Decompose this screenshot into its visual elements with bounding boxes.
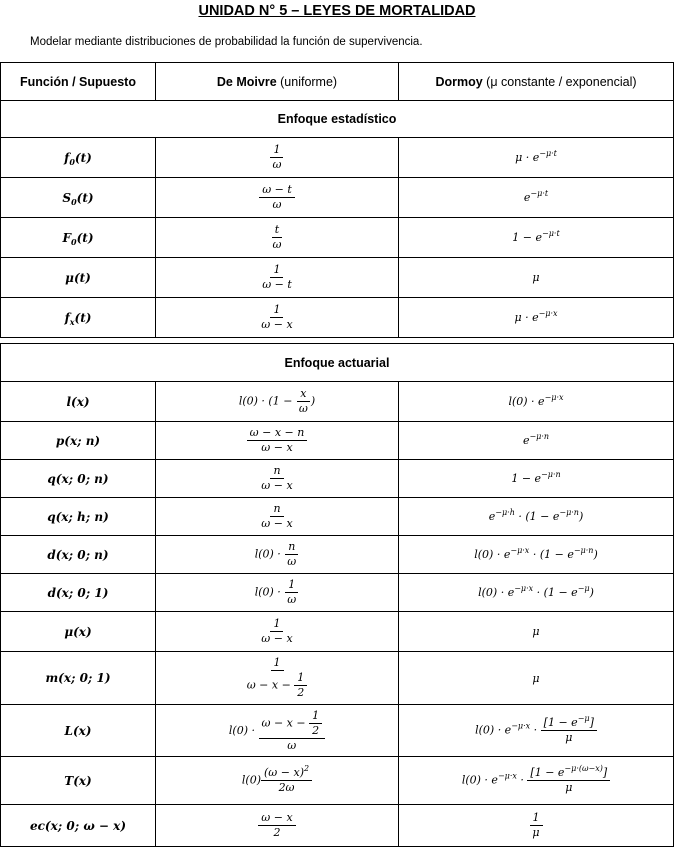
de-moivre-cell: $\frac{1}{\omega - x}$: [156, 612, 399, 652]
table-row: [1, 138, 674, 178]
header-dormoy: Dormoy (μ constante / exponencial): [399, 63, 674, 101]
dormoy-cell: $l(0) \cdot e^{-\mu\cdot x} \cdot (1 - e^{-\mu\cdot n})$: [399, 536, 674, 574]
dormoy-cell: $\mu \cdot e^{-\mu\cdot x}$: [399, 298, 674, 338]
section-actuarial: Enfoque actuarial: [1, 344, 674, 382]
table-row: [1, 536, 674, 574]
de-moivre-cell: l(0) · $\frac{n}{\omega}$: [156, 536, 399, 574]
function-cell: m(x; 0; 1): [1, 652, 156, 705]
dormoy-cell: $l(0) \cdot e^{-\mu\cdot x}$ · $\frac{[1 - e^{-\mu\cdot(\omega-x)}]}{\mu}$: [399, 757, 674, 805]
dormoy-cell: $\frac{1}{\mu}$: [399, 805, 674, 847]
table-row: [1, 705, 674, 757]
de-moivre-cell: l(0) · ω − x − $\frac{1}{2}$ ω: [156, 705, 399, 757]
de-moivre-cell: l(0) · $\frac{1}{\omega}$: [156, 574, 399, 612]
dormoy-cell: $e^{-\mu\cdot h} \cdot (1 - e^{-\mu\cdot n})$: [399, 498, 674, 536]
function-cell: l(x): [1, 382, 156, 422]
function-cell: L(x): [1, 705, 156, 757]
table-row: [1, 298, 674, 338]
function-cell: $S_0(t)$: [1, 178, 156, 218]
table-row: [1, 258, 674, 298]
dormoy-cell: μ: [399, 612, 674, 652]
section-row-actuarial: [1, 344, 674, 382]
table-row: [1, 422, 674, 460]
table-row: [1, 382, 674, 422]
de-moivre-cell: $\frac{1}{\omega - x}$: [156, 298, 399, 338]
section-statistical: Enfoque estadístico: [1, 101, 674, 138]
de-moivre-cell: $\frac{\omega - x - n}{\omega - x}$: [156, 422, 399, 460]
table-row: [1, 574, 674, 612]
table-row: [1, 178, 674, 218]
table-row: [1, 757, 674, 805]
dormoy-cell: $l(0) \cdot e^{-\mu\cdot x} \cdot (1 - e^{-\mu})$: [399, 574, 674, 612]
dormoy-cell: $1 - e^{-\mu\cdot n}$: [399, 460, 674, 498]
function-cell: $F_0(t)$: [1, 218, 156, 258]
table-row: [1, 498, 674, 536]
header-row: [1, 63, 674, 101]
dormoy-cell: μ: [399, 258, 674, 298]
dormoy-cell: μ: [399, 652, 674, 705]
de-moivre-cell: $\frac{t}{\omega}$: [156, 218, 399, 258]
statistical-table: [0, 62, 674, 338]
header-function: Función / Supuesto: [1, 63, 156, 101]
function-cell: d(x; 0; 1): [1, 574, 156, 612]
function-cell: q(x; 0; n): [1, 460, 156, 498]
actuarial-table: [0, 343, 674, 847]
function-cell: μ(t): [1, 258, 156, 298]
dormoy-cell: $\mu \cdot e^{-\mu\cdot t}$: [399, 138, 674, 178]
dormoy-cell: $e^{-\mu\cdot n}$: [399, 422, 674, 460]
function-cell: q(x; h; n): [1, 498, 156, 536]
de-moivre-cell: 1 ω − x − $\frac{1}{2}$: [156, 652, 399, 705]
table-row: [1, 805, 674, 847]
function-cell: p(x; n): [1, 422, 156, 460]
table-row: [1, 612, 674, 652]
de-moivre-cell: $\frac{\omega - t}{\omega}$: [156, 178, 399, 218]
de-moivre-cell: $\frac{n}{\omega - x}$: [156, 460, 399, 498]
de-moivre-cell: $\frac{n}{\omega - x}$: [156, 498, 399, 536]
de-moivre-cell: $\frac{1}{\omega - t}$: [156, 258, 399, 298]
dormoy-cell: $l(0) \cdot e^{-\mu\cdot x}$: [399, 382, 674, 422]
de-moivre-cell: $\frac{1}{\omega}$: [156, 138, 399, 178]
table-row: [1, 652, 674, 705]
de-moivre-cell: $\frac{\omega - x}{2}$: [156, 805, 399, 847]
function-cell: T(x): [1, 757, 156, 805]
function-cell: d(x; 0; n): [1, 536, 156, 574]
de-moivre-cell: l(0) · (1 − $\frac{x}{\omega}$ ): [156, 382, 399, 422]
dormoy-cell: $1 - e^{-\mu\cdot t}$: [399, 218, 674, 258]
page-title: UNIDAD N° 5 – LEYES DE MORTALIDAD: [198, 3, 476, 19]
section-row-statistical: [1, 101, 674, 138]
function-cell: μ(x): [1, 612, 156, 652]
function-cell: $f_0(t)$: [1, 138, 156, 178]
table-row: [1, 218, 674, 258]
de-moivre-cell: l(0) $\frac{(\omega - x)^2}{2\omega}$: [156, 757, 399, 805]
page-subtitle: Modelar mediante distribuciones de probabilidad la función de supervivencia.: [30, 36, 423, 48]
header-de-moivre: De Moivre (uniforme): [156, 63, 399, 101]
function-cell: ec(x; 0; ω − x): [1, 805, 156, 847]
dormoy-cell: $e^{-\mu\cdot t}$: [399, 178, 674, 218]
table-row: [1, 460, 674, 498]
function-cell: $f_x(t)$: [1, 298, 156, 338]
dormoy-cell: $l(0) \cdot e^{-\mu\cdot x}$ · $\frac{[1 - e^{-\mu}]}{\mu}$: [399, 705, 674, 757]
